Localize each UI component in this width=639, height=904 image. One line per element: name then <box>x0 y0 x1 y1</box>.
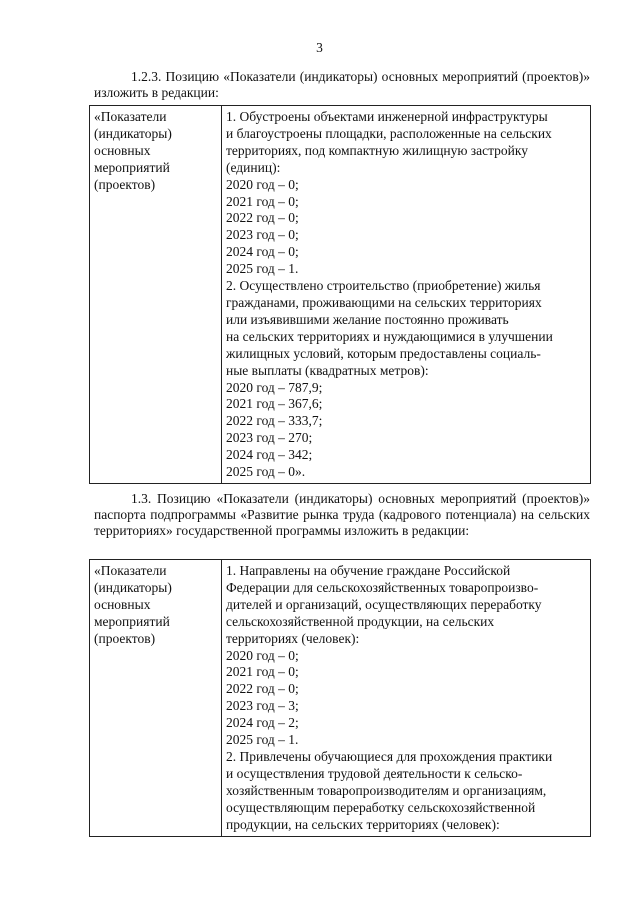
label-line: «Показатели <box>94 563 167 578</box>
content-line: 2020 год – 787,9; <box>226 379 323 395</box>
label-line: основных <box>94 596 151 612</box>
content-line: и осуществления трудовой деятельности к сельско- <box>226 765 523 781</box>
content-line: 2025 год – 1. <box>226 732 299 748</box>
content-line: ные выплаты (квадратных метров): <box>226 362 429 378</box>
content-line: (единиц): <box>226 159 281 175</box>
content-line: 2023 год – 3; <box>226 698 299 714</box>
content-line: 2021 год – 367,6; <box>226 396 323 412</box>
content-line: хозяйственным товаропроизводителям и организациям, <box>226 782 547 798</box>
content-line: 2022 год – 333,7; <box>226 413 323 429</box>
label-line: (индикаторы) <box>94 125 172 141</box>
content-line: 2022 год – 0; <box>226 210 299 226</box>
content-line: 2024 год – 2; <box>226 715 299 731</box>
content-line: 2025 год – 1. <box>226 261 299 277</box>
indicator-content-cell <box>222 560 591 837</box>
indicator-label-cell <box>90 560 222 837</box>
content-line: 1. Направлены на обучение граждане Российской <box>226 563 511 578</box>
label-line: (проектов) <box>94 630 156 646</box>
indicator-label-cell <box>90 106 222 484</box>
content-line: 2020 год – 0; <box>226 176 299 192</box>
content-line: 2022 год – 0; <box>226 681 299 697</box>
label-line: (индикаторы) <box>94 579 172 595</box>
section-2-intro: 1.3. Позицию «Показатели (индикаторы) основных мероприятий (проектов)» паспорта подпрограммы «Развитие рынка труда (кадрового потенциала) на сельских территориях» государственной программы изложить в редакции: <box>94 491 590 539</box>
content-line: сельскохозяйственной продукции, на сельских <box>226 613 495 629</box>
content-line: 2021 год – 0; <box>226 664 299 680</box>
indicators-table-1 <box>89 105 591 484</box>
content-line: гражданами, проживающими на сельских территориях <box>226 294 542 310</box>
table-row <box>90 106 591 484</box>
content-line: 2. Осуществлено строительство (приобретение) жилья <box>226 278 541 294</box>
content-line: 2025 год – 0». <box>226 464 306 480</box>
indicators-table-2 <box>89 559 591 837</box>
content-line: 2021 год – 0; <box>226 193 299 209</box>
content-line: территориях (человек): <box>226 630 360 646</box>
content-line: Федерации для сельскохозяйственных товаропроизво- <box>226 579 539 595</box>
label-line: (проектов) <box>94 176 156 192</box>
section-1-intro: 1.2.3. Позицию «Показатели (индикаторы) основных мероприятий (проектов)» изложить в редакции: <box>94 69 590 101</box>
indicator-content-cell <box>222 106 591 484</box>
content-line: 2023 год – 0; <box>226 227 299 243</box>
content-line: жилищных условий, которым предоставлены социаль- <box>226 345 541 361</box>
content-line: дителей и организаций, осуществляющих переработку <box>226 596 542 612</box>
content-line: осуществляющим переработку сельскохозяйственной <box>226 799 536 815</box>
content-line: и благоустроены площадки, расположенные на сельских <box>226 125 552 141</box>
label-line: «Показатели <box>94 109 167 124</box>
label-line: мероприятий <box>94 159 170 175</box>
content-line: на сельских территориях и нуждающимися в улучшении <box>226 328 553 344</box>
content-line: 2020 год – 0; <box>226 647 299 663</box>
content-line: 2024 год – 0; <box>226 244 299 260</box>
content-line: 2024 год – 342; <box>226 447 313 463</box>
content-line: 1. Обустроены объектами инженерной инфраструктуры <box>226 109 548 124</box>
label-line: мероприятий <box>94 613 170 629</box>
content-line: или изъявившими желание постоянно проживать <box>226 311 509 327</box>
table-row <box>90 560 591 837</box>
content-line: 2023 год – 270; <box>226 430 313 446</box>
content-line: продукции, на сельских территориях (человек): <box>226 816 500 832</box>
content-line: 2. Привлечены обучающиеся для прохождения практики <box>226 748 553 764</box>
page-number: 3 <box>316 40 323 55</box>
label-line: основных <box>94 142 151 158</box>
content-line: территориях, под компактную жилищную застройку <box>226 142 529 158</box>
